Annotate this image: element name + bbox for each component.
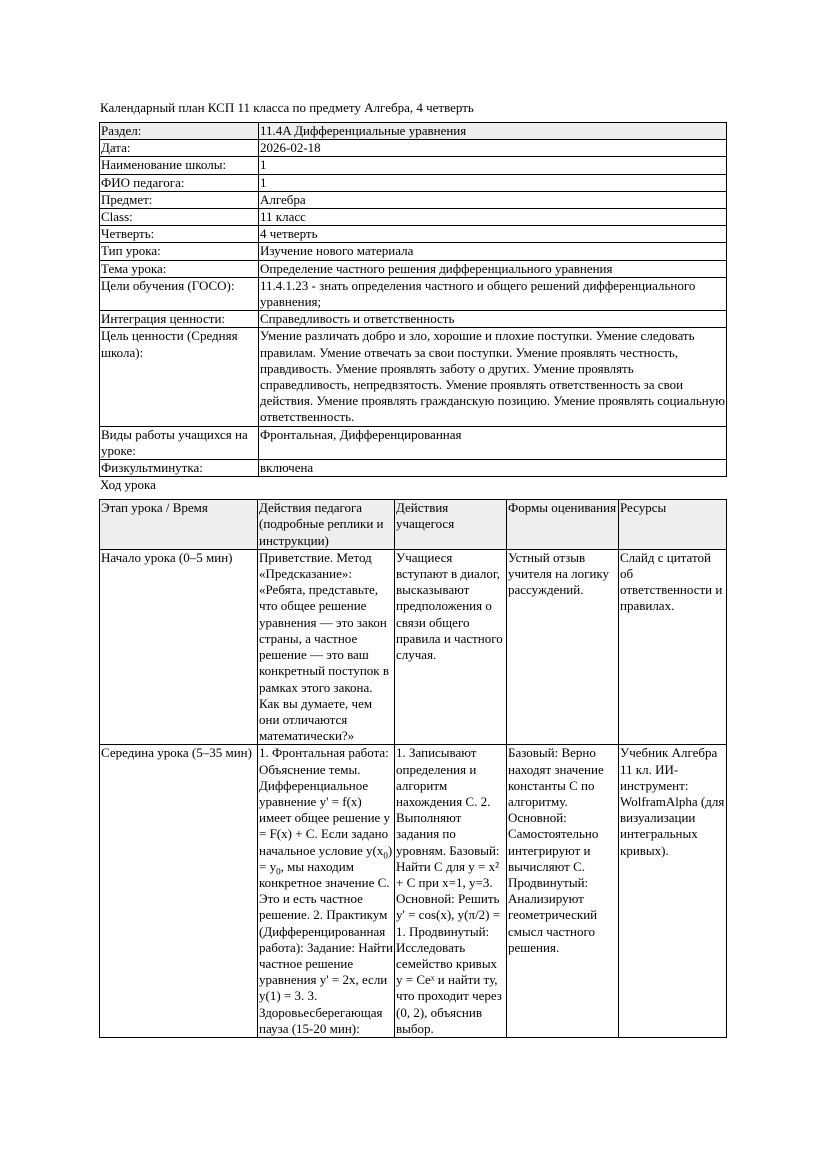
info-row-class bbox=[100, 209, 727, 226]
stage-cell: Начало урока (0–5 мин) bbox=[100, 549, 258, 744]
student-actions-cell: 1. Записывают определения и алгоритм нахождения C. 2. Выполняют задания по уровням. Базовый: Найти C для y = x² + C при x=1, y=3. Основной: Решить y' = cos(x), y(π/2) = 1. Продвинутый: Исследовать семейство кривых y = Ceˣ и найти ту, что проходит через (0, 2), объяснив выбор. bbox=[395, 745, 507, 1038]
lesson-progress-table bbox=[99, 499, 727, 1038]
info-value: включена bbox=[259, 460, 727, 477]
info-row-lesson-type bbox=[100, 243, 727, 260]
header-student-actions: Действия учащегося bbox=[395, 500, 507, 550]
header-stage: Этап урока / Время bbox=[100, 500, 258, 550]
info-label: Цели обучения (ГОСО): bbox=[100, 277, 259, 310]
info-value: 1 bbox=[259, 174, 727, 191]
info-row-objectives bbox=[100, 277, 727, 310]
teacher-text-part: 1. Фронтальная работа: Объяснение темы. Дифференциальное уравнение y' = f(x) имеет общее решение y = F(x) + C. Если задано начальное условие y(x bbox=[259, 745, 391, 858]
resources-cell: Слайд с цитатой об ответственности и правилах. bbox=[619, 549, 727, 744]
header-teacher-actions: Действия педагога (подробные реплики и инструкции) bbox=[258, 500, 395, 550]
assessment-cell: Устный отзыв учителя на логику рассуждений. bbox=[507, 549, 619, 744]
student-actions-cell: Учащиеся вступают в диалог, высказывают предположения о связи общего правила и частного случая. bbox=[395, 549, 507, 744]
info-label: ФИО педагога: bbox=[100, 174, 259, 191]
resources-cell: Учебник Алгебра 11 кл. ИИ-инструмент: WolframAlpha (для визуализации интегральных кривых). bbox=[619, 745, 727, 1038]
info-label: Виды работы учащихся на уроке: bbox=[100, 426, 259, 459]
info-label: Физкультминутка: bbox=[100, 460, 259, 477]
header-assessment: Формы оценивания bbox=[507, 500, 619, 550]
teacher-actions-cell bbox=[258, 745, 395, 1038]
info-label: Дата: bbox=[100, 140, 259, 157]
info-label: Интеграция ценности: bbox=[100, 311, 259, 328]
info-row-physical-break bbox=[100, 460, 727, 477]
info-value: 4 четверть bbox=[259, 226, 727, 243]
info-row-section bbox=[100, 123, 727, 140]
info-value: 2026-02-18 bbox=[259, 140, 727, 157]
teacher-text-part: ) = y bbox=[259, 842, 393, 874]
lesson-plan-page bbox=[99, 100, 727, 1038]
info-row-value-integration bbox=[100, 311, 727, 328]
info-row-school bbox=[100, 157, 727, 174]
info-label: Тема урока: bbox=[100, 260, 259, 277]
info-label: Наименование школы: bbox=[100, 157, 259, 174]
info-row-date bbox=[100, 140, 727, 157]
document-title: Календарный план КСП 11 класса по предмету Алгебра, 4 четверть bbox=[100, 100, 474, 115]
subscript: 0 bbox=[276, 866, 281, 877]
info-value: Фронтальная, Дифференцированная bbox=[259, 426, 727, 459]
table-row bbox=[100, 745, 727, 1038]
info-row-topic bbox=[100, 260, 727, 277]
info-label: Class: bbox=[100, 209, 259, 226]
assessment-cell: Базовый: Верно находят значение константы C по алгоритму. Основной: Самостоятельно интегрируют и вычисляют C. Продвинутый: Анализируют геометрический смысл частного решения. bbox=[507, 745, 619, 1038]
stage-cell: Середина урока (5–35 мин) bbox=[100, 745, 258, 1038]
info-label: Раздел: bbox=[100, 123, 259, 140]
info-label: Четверть: bbox=[100, 226, 259, 243]
teacher-actions-cell: Приветствие. Метод «Предсказание»: «Ребята, представьте, что общее решение уравнения — это закон страны, а частное решение — это ваш конкретный поступок в рамках этого закона. Как вы думаете, чем они отличаются математически?» bbox=[258, 549, 395, 744]
info-value: Изучение нового материала bbox=[259, 243, 727, 260]
info-value: Умение различать добро и зло, хорошие и плохие поступки. Умение следовать правилам. Умение отвечать за свои поступки. Умение проявлять честность, правдивость. Умение проявлять заботу о других. Умение проявлять справедливость, непредвзятость. Умение проявлять ответственность за свои действия. Умение проявлять гражданскую позицию. Умение проявлять социальную ответственность. bbox=[260, 328, 725, 425]
subscript: 0 bbox=[383, 850, 388, 861]
info-label: Предмет: bbox=[100, 191, 259, 208]
info-value: Справедливость и ответственность bbox=[259, 311, 727, 328]
lesson-progress-title: Ход урока bbox=[100, 477, 156, 493]
info-row-value-goal bbox=[100, 328, 727, 426]
info-value: 11 класс bbox=[259, 209, 727, 226]
info-value: 11.4.1.23 - знать определения частного и общего решений дифференциального уравнения; bbox=[259, 277, 727, 310]
info-value: 11.4A Дифференциальные уравнения bbox=[259, 123, 727, 140]
info-label: Тип урока: bbox=[100, 243, 259, 260]
info-row-subject bbox=[100, 191, 727, 208]
info-row-work-types bbox=[100, 426, 727, 459]
table-row bbox=[100, 549, 727, 744]
info-label: Цель ценности (Средняя школа): bbox=[100, 328, 259, 426]
info-value: Определение частного решения дифференциального уравнения bbox=[259, 260, 727, 277]
info-row-teacher bbox=[100, 174, 727, 191]
info-value: 1 bbox=[259, 157, 727, 174]
teacher-text-part: , мы находим конкретное значение C. Это и есть частное решение. 2. Практикум (Дифференцированная работа): Задание: Найти частное решение уравнения y' = 2x, если y(1) = 3. 3. Здоровьесберегающая пауза (15-20 мин): bbox=[259, 858, 393, 1036]
header-resources: Ресурсы bbox=[619, 500, 727, 550]
info-value: Алгебра bbox=[259, 191, 727, 208]
table-header-row bbox=[100, 500, 727, 550]
info-row-quarter bbox=[100, 226, 727, 243]
lesson-info-table bbox=[99, 122, 727, 477]
